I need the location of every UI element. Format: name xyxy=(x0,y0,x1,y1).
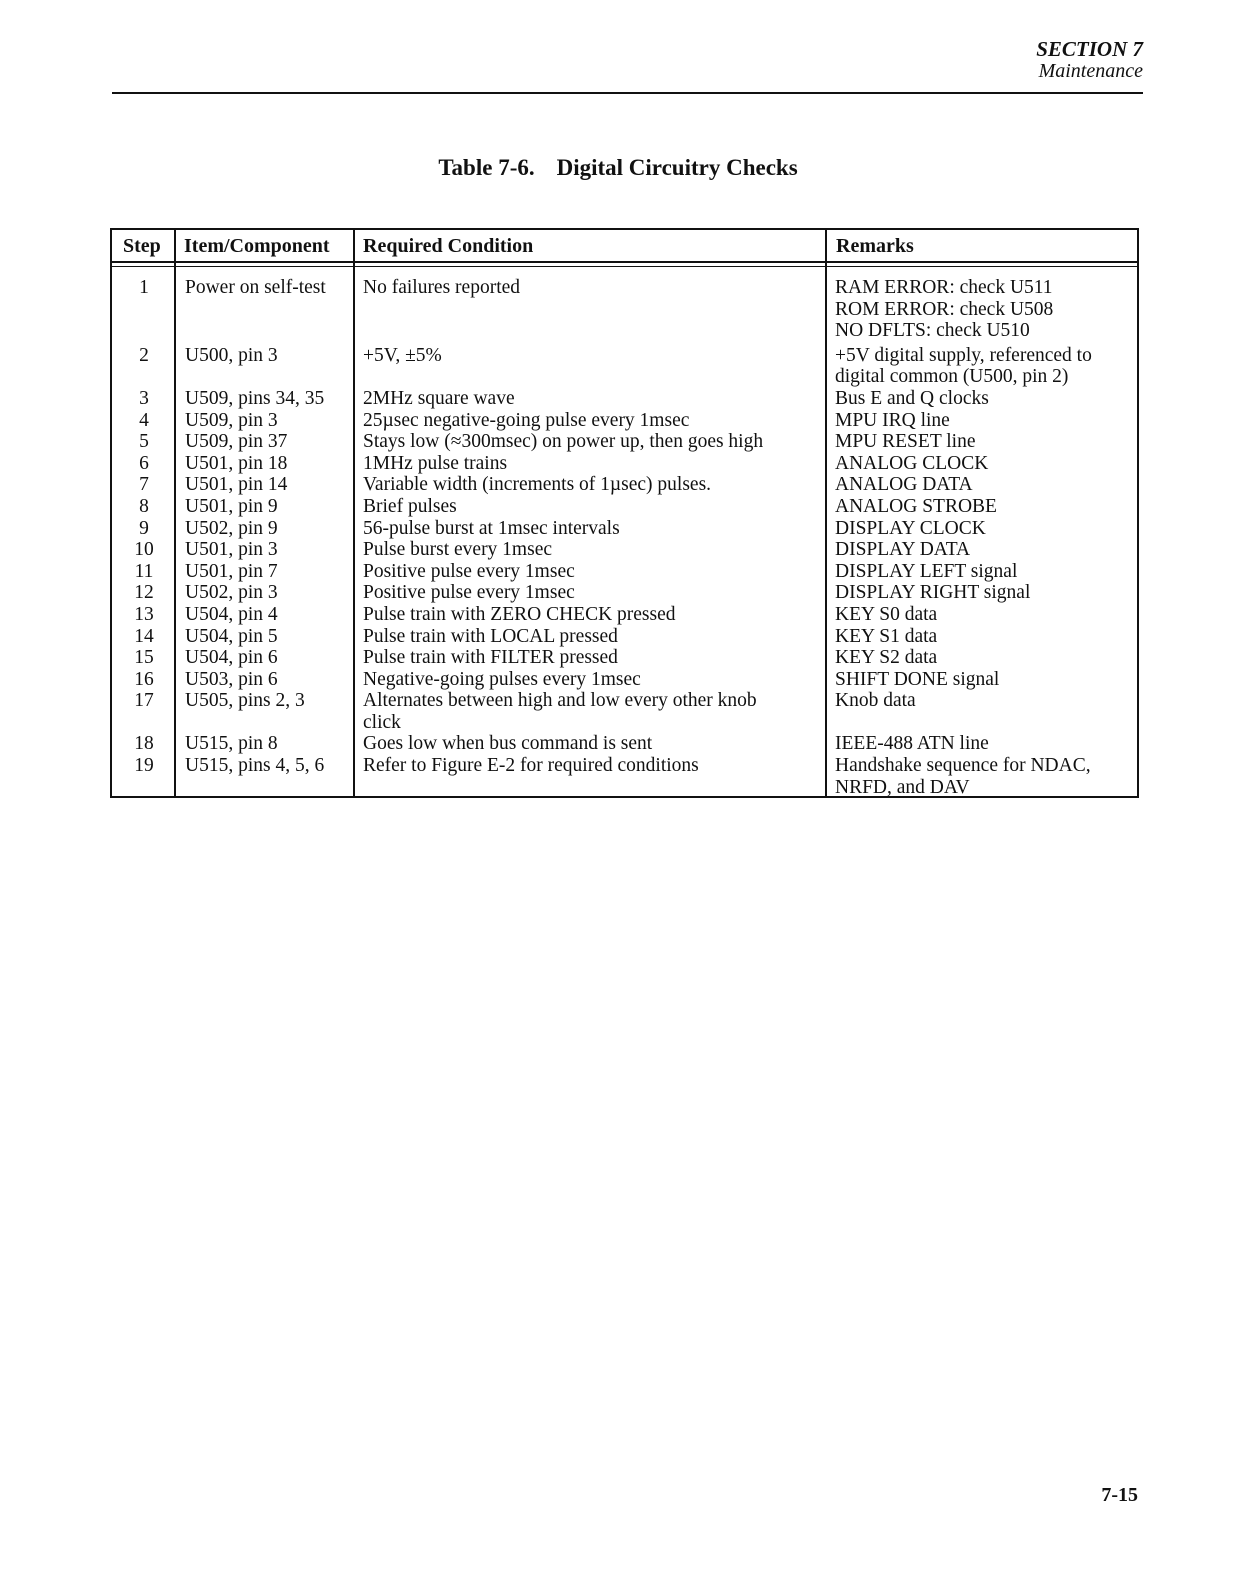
step-cell: 4 xyxy=(139,409,149,431)
table-row xyxy=(112,733,1137,755)
remarks-cell xyxy=(827,539,1137,561)
table-row xyxy=(112,474,1137,496)
remarks-line: ANALOG CLOCK xyxy=(835,452,989,474)
condition-cell xyxy=(355,518,827,540)
step-cell: 14 xyxy=(134,625,154,647)
item-cell: U504, pin 6 xyxy=(185,647,278,669)
remarks-line: ROM ERROR: check U508 xyxy=(835,298,1054,320)
table-label: Table 7-6. xyxy=(438,155,535,180)
table-row xyxy=(112,453,1137,475)
table-row xyxy=(112,582,1137,604)
condition-cell xyxy=(355,539,827,561)
step-cell: 15 xyxy=(134,647,154,669)
condition-line: Pulse burst every 1msec xyxy=(363,539,553,561)
condition-cell xyxy=(355,453,827,475)
step-cell: 7 xyxy=(139,474,149,496)
column-header-item: Item/Component xyxy=(184,235,330,257)
column-header-condition: Required Condition xyxy=(363,235,534,257)
remarks-cell xyxy=(827,431,1137,453)
table-row xyxy=(112,410,1137,432)
section-subtitle: Maintenance xyxy=(1038,60,1143,82)
item-cell: Power on self-test xyxy=(185,277,326,298)
section-label: SECTION 7 xyxy=(1036,37,1143,61)
step-cell: 19 xyxy=(134,755,154,777)
condition-line: Variable width (increments of 1µsec) pulses. xyxy=(363,474,712,496)
condition-cell xyxy=(355,345,827,388)
condition-cell xyxy=(355,582,827,604)
table-row xyxy=(112,669,1137,691)
item-cell: U500, pin 3 xyxy=(185,344,278,366)
condition-line: Brief pulses xyxy=(363,495,457,517)
remarks-cell xyxy=(827,690,1137,733)
condition-cell xyxy=(355,431,827,453)
column-header-step: Step xyxy=(123,235,161,257)
remarks-cell xyxy=(827,561,1137,583)
table-row xyxy=(112,518,1137,540)
table-body xyxy=(112,277,1137,798)
remarks-line: MPU IRQ line xyxy=(835,409,950,431)
remarks-cell xyxy=(827,582,1137,604)
remarks-line: KEY S1 data xyxy=(835,625,938,647)
condition-line: Pulse train with ZERO CHECK pressed xyxy=(363,603,676,625)
remarks-cell xyxy=(827,626,1137,648)
step-cell: 18 xyxy=(134,733,154,755)
item-cell: U509, pin 3 xyxy=(185,409,278,431)
remarks-line: NO DFLTS: check U510 xyxy=(835,320,1030,342)
table-row xyxy=(112,431,1137,453)
condition-cell xyxy=(355,561,827,583)
condition-cell xyxy=(355,690,827,733)
item-cell: U502, pin 3 xyxy=(185,582,278,604)
remarks-cell xyxy=(827,474,1137,496)
remarks-line: KEY S0 data xyxy=(835,603,938,625)
condition-line: Negative-going pulses every 1msec xyxy=(363,668,641,690)
item-cell: U515, pin 8 xyxy=(185,733,278,755)
remarks-cell xyxy=(827,669,1137,691)
step-cell: 10 xyxy=(134,539,154,561)
step-cell: 5 xyxy=(139,431,149,453)
condition-line: Pulse train with FILTER pressed xyxy=(363,647,618,669)
remarks-line: DISPLAY LEFT signal xyxy=(835,560,1018,582)
column-header-remarks: Remarks xyxy=(836,235,914,257)
condition-cell xyxy=(355,626,827,648)
remarks-line: RAM ERROR: check U511 xyxy=(835,277,1053,298)
condition-line: Stays low (≈300msec) on power up, then goes high xyxy=(363,431,764,453)
step-cell: 6 xyxy=(139,452,149,474)
remarks-line: +5V digital supply, referenced to xyxy=(835,344,1092,366)
table-row xyxy=(112,561,1137,583)
condition-line: click xyxy=(363,711,401,733)
condition-line: Positive pulse every 1msec xyxy=(363,560,575,582)
item-cell: U503, pin 6 xyxy=(185,668,278,690)
condition-line: 56-pulse burst at 1msec intervals xyxy=(363,517,620,539)
remarks-cell xyxy=(827,604,1137,626)
remarks-cell xyxy=(827,410,1137,432)
remarks-cell xyxy=(827,345,1137,388)
item-cell: U505, pins 2, 3 xyxy=(185,690,305,712)
remarks-line: DISPLAY RIGHT signal xyxy=(835,582,1031,604)
condition-cell xyxy=(355,647,827,669)
table-row xyxy=(112,647,1137,669)
remarks-line: NRFD, and DAV xyxy=(835,776,970,798)
table-row xyxy=(112,690,1137,733)
item-cell: U504, pin 5 xyxy=(185,625,278,647)
table-row xyxy=(112,539,1137,561)
condition-line: Refer to Figure E-2 for required conditions xyxy=(363,755,699,777)
step-cell: 12 xyxy=(134,582,154,604)
item-cell: U501, pin 18 xyxy=(185,452,288,474)
remarks-cell xyxy=(827,647,1137,669)
table-row xyxy=(112,388,1137,410)
remarks-line: SHIFT DONE signal xyxy=(835,668,1000,690)
condition-cell xyxy=(355,388,827,410)
table-title xyxy=(0,155,1236,181)
remarks-line: MPU RESET line xyxy=(835,431,976,453)
step-cell: 16 xyxy=(134,668,154,690)
table-row xyxy=(112,604,1137,626)
item-cell: U509, pin 37 xyxy=(185,431,288,453)
table-row xyxy=(112,277,1137,342)
item-cell: U501, pin 9 xyxy=(185,495,278,517)
table-name: Digital Circuitry Checks xyxy=(556,155,798,180)
condition-cell xyxy=(355,604,827,626)
running-header xyxy=(1036,38,1143,82)
condition-cell xyxy=(355,410,827,432)
remarks-line: Bus E and Q clocks xyxy=(835,387,989,409)
step-cell: 9 xyxy=(139,517,149,539)
remarks-line: IEEE-488 ATN line xyxy=(835,733,989,755)
item-cell: U501, pin 7 xyxy=(185,560,278,582)
remarks-cell xyxy=(827,453,1137,475)
remarks-line: ANALOG DATA xyxy=(835,474,973,496)
condition-cell xyxy=(355,733,827,755)
condition-cell xyxy=(355,755,827,798)
item-cell: U501, pin 14 xyxy=(185,474,288,496)
remarks-cell xyxy=(827,388,1137,410)
item-cell: U515, pins 4, 5, 6 xyxy=(185,755,325,777)
condition-cell xyxy=(355,669,827,691)
condition-line: Goes low when bus command is sent xyxy=(363,733,653,755)
remarks-line: DISPLAY CLOCK xyxy=(835,517,986,539)
remarks-cell xyxy=(827,755,1137,798)
condition-line: Positive pulse every 1msec xyxy=(363,582,575,604)
condition-cell xyxy=(355,496,827,518)
condition-line: Alternates between high and low every other knob xyxy=(363,690,757,712)
item-cell: U504, pin 4 xyxy=(185,603,278,625)
remarks-line: DISPLAY DATA xyxy=(835,539,971,561)
remarks-line: digital common (U500, pin 2) xyxy=(835,366,1069,388)
condition-cell xyxy=(355,277,827,342)
condition-line: 1MHz pulse trains xyxy=(363,452,508,474)
step-cell: 11 xyxy=(134,560,154,582)
step-cell: 13 xyxy=(134,603,154,625)
condition-line: 25µsec negative-going pulse every 1msec xyxy=(363,409,690,431)
item-cell: U509, pins 34, 35 xyxy=(185,387,325,409)
condition-line: Pulse train with LOCAL pressed xyxy=(363,625,618,647)
condition-cell xyxy=(355,474,827,496)
item-cell: U501, pin 3 xyxy=(185,539,278,561)
remarks-cell xyxy=(827,277,1137,342)
remarks-line: ANALOG STROBE xyxy=(835,495,997,517)
remarks-line: KEY S2 data xyxy=(835,647,938,669)
step-cell: 17 xyxy=(134,690,154,712)
table-row xyxy=(112,755,1137,798)
step-cell: 8 xyxy=(139,495,149,517)
table-row xyxy=(112,496,1137,518)
item-cell: U502, pin 9 xyxy=(185,517,278,539)
table-row xyxy=(112,626,1137,648)
remarks-cell xyxy=(827,518,1137,540)
remarks-line: Handshake sequence for NDAC, xyxy=(835,755,1091,777)
condition-line: 2MHz square wave xyxy=(363,387,515,409)
step-cell: 3 xyxy=(139,387,149,409)
digital-checks-table xyxy=(110,228,1139,798)
page-number: 7-15 xyxy=(1101,1484,1138,1506)
condition-line: No failures reported xyxy=(363,277,521,298)
header-row-rule xyxy=(112,261,1137,267)
remarks-line: Knob data xyxy=(835,690,916,712)
step-cell: 1 xyxy=(139,277,149,298)
remarks-cell xyxy=(827,733,1137,755)
remarks-cell xyxy=(827,496,1137,518)
condition-line: +5V, ±5% xyxy=(363,344,442,366)
table-row xyxy=(112,345,1137,388)
step-cell: 2 xyxy=(139,344,149,366)
header-rule xyxy=(112,92,1143,94)
